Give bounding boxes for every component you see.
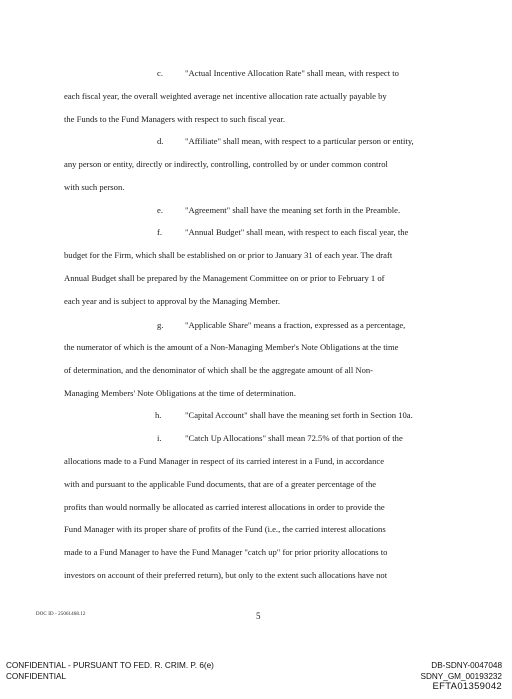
paragraph-d-line-3: with such person. (64, 182, 125, 192)
paragraph-i-line-6: made to a Fund Manager to have the Fund Manager "catch up" for prior priority allocations to (64, 547, 388, 557)
paragraph-letter-h: h. (155, 410, 162, 420)
paragraph-f-line-3: Annual Budget shall be prepared by the Management Committee on or prior to February 1 of (64, 273, 385, 283)
page-number: 5 (256, 611, 261, 621)
bates-number-sdny: SDNY_GM_00193232 (420, 672, 502, 681)
paragraph-letter-f: f. (157, 227, 163, 237)
bates-number-db: DB-SDNY-0047048 (431, 661, 502, 670)
paragraph-letter-c: c. (157, 68, 163, 78)
paragraph-c-line-2: each fiscal year, the overall weighted average net incentive allocation rate actually payable by (64, 91, 387, 101)
paragraph-i-line-2: allocations made to a Fund Manager in respect of its carried interest in a Fund, in accordance (64, 456, 385, 466)
paragraph-f-line-1: "Annual Budget" shall mean, with respect to each fiscal year, the (185, 227, 409, 237)
paragraph-letter-g: g. (157, 320, 164, 330)
bates-number-efta: EFTA01359042 (432, 681, 502, 692)
paragraph-g-line-2: the numerator of which is the amount of a Non-Managing Member's Note Obligations at the time (64, 342, 399, 352)
paragraph-g-line-1: "Applicable Share" means a fraction, expressed as a percentage, (185, 320, 406, 330)
document-id: DOC ID - 25061468.12 (36, 612, 86, 617)
paragraph-f-line-4: each year and is subject to approval by the Managing Member. (64, 296, 280, 306)
paragraph-letter-i: i. (157, 433, 162, 443)
paragraph-i-line-7: investors on account of their preferred return), but only to the extent such allocations have not (64, 570, 388, 580)
paragraph-h-line-1: "Capital Account" shall have the meaning set forth in Section 10a. (185, 410, 413, 420)
paragraph-letter-e: e. (157, 205, 163, 215)
paragraph-d-line-1: "Affiliate" shall mean, with respect to a particular person or entity, (185, 136, 414, 146)
paragraph-g-line-3: of determination, and the denominator of which shall be the aggregate amount of all Non- (64, 365, 374, 375)
paragraph-f-line-2: budget for the Firm, which shall be established on or prior to January 31 of each year. The draft (64, 250, 393, 260)
paragraph-e-line-1: "Agreement" shall have the meaning set forth in the Preamble. (185, 205, 401, 215)
paragraph-i-line-3: with and pursuant to the applicable Fund documents, that are of a greater percentage of the (64, 479, 377, 489)
paragraph-i-line-4: profits than would normally be allocated as carried interest allocations in order to provide the (64, 502, 385, 512)
paragraph-letter-d: d. (157, 136, 164, 146)
paragraph-d-line-2: any person or entity, directly or indirectly, controlling, controlled by or under common control (64, 159, 388, 169)
paragraph-c-line-1: "Actual Incentive Allocation Rate" shall mean, with respect to (185, 68, 399, 78)
paragraph-i-line-1: "Catch Up Allocations" shall mean 72.5% of that portion of the (185, 433, 403, 443)
confidential-label: CONFIDENTIAL (6, 672, 67, 681)
paragraph-g-line-4: Managing Members' Note Obligations at the time of determination. (64, 388, 296, 398)
paragraph-i-line-5: Fund Manager with its proper share of profits of the Fund (i.e., the carried interest allocations (64, 524, 386, 534)
paragraph-c-line-3: the Funds to the Fund Managers with respect to such fiscal year. (64, 114, 286, 124)
confidential-grand-jury-notice: CONFIDENTIAL - PURSUANT TO FED. R. CRIM. P. 6(e) (6, 661, 214, 670)
